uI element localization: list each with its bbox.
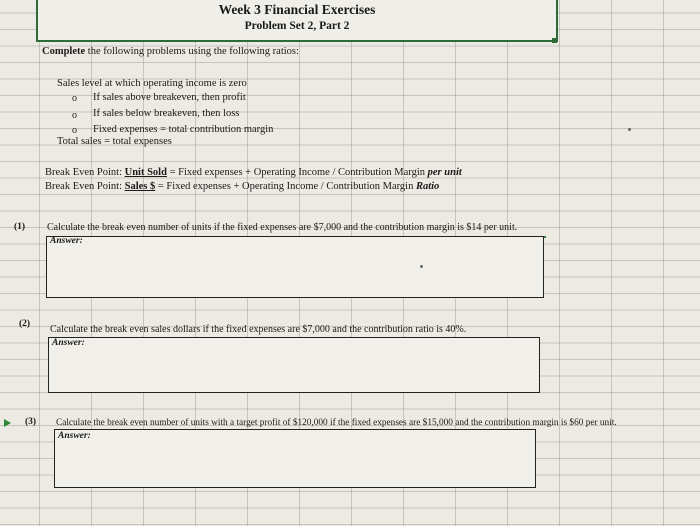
answer-label-3: Answer:: [58, 431, 91, 441]
bullet-icon: o: [72, 110, 77, 121]
formula-units-body: = Fixed expenses + Operating Income / Contribution Margin: [166, 167, 428, 178]
question-3-text: Calculate the break even number of units with a target profit of $120,000 if the fixed expenses are $15,000 and the contribution margin is $60 per unit.: [56, 418, 617, 428]
formula-dollars: [45, 181, 439, 192]
instructions-bold: Complete: [42, 46, 86, 57]
question-number-3: (3): [25, 417, 37, 427]
formula-dollars-suffix: Ratio: [415, 181, 440, 192]
answer-box-2[interactable]: [48, 337, 540, 393]
question-2-text: Calculate the break even sales dollars if the fixed expenses are $7,000 and the contribution ratio is 40%.: [50, 324, 467, 335]
page-title: Week 3 Financial Exercises: [218, 2, 376, 17]
answer-label-1: Answer:: [50, 236, 83, 246]
ratio-heading: Sales level at which operating income is zero: [57, 78, 247, 89]
ratio-total-sales: Total sales = total expenses: [57, 136, 172, 147]
formula-dollars-body: = Fixed expenses + Operating Income / Contribution Margin: [155, 181, 416, 192]
ratio-bullet-1: If sales above breakeven, then profit: [93, 92, 246, 103]
instructions-rest: the following problems using the following ratios:: [85, 46, 299, 57]
question-number-2: (2): [19, 319, 31, 329]
answer-box-1[interactable]: [46, 236, 544, 298]
formula-dollars-prefix: Break Even Point:: [45, 181, 125, 192]
question-number-1: (1): [14, 222, 26, 232]
formula-units: [45, 167, 462, 178]
formula-units-prefix: Break Even Point:: [45, 167, 125, 178]
formula-units-key: Unit Sold: [124, 167, 167, 178]
bullet-icon: o: [72, 125, 77, 136]
grid-artifact: [628, 128, 631, 131]
question-1-text: Calculate the break even number of units if the fixed expenses are $7,000 and the contribution margin is $14 per unit.: [47, 222, 518, 233]
ratio-bullet-3: Fixed expenses = total contribution margin: [93, 124, 274, 135]
bullet-icon: o: [72, 93, 77, 104]
instructions: [42, 46, 299, 57]
page-subtitle: Problem Set 2, Part 2: [244, 20, 350, 32]
answer-label-2: Answer:: [52, 338, 85, 348]
error-indicator-icon[interactable]: [4, 419, 11, 427]
answer-box-3[interactable]: [54, 429, 536, 488]
ratio-bullet-2: If sales below breakeven, then loss: [93, 108, 240, 119]
formula-units-suffix: per unit: [427, 167, 462, 178]
cell-selection-handle[interactable]: [552, 38, 557, 43]
formula-dollars-key: Sales $: [124, 181, 156, 192]
title-merged-cell[interactable]: [36, 0, 558, 42]
grid-artifact: [420, 265, 423, 268]
